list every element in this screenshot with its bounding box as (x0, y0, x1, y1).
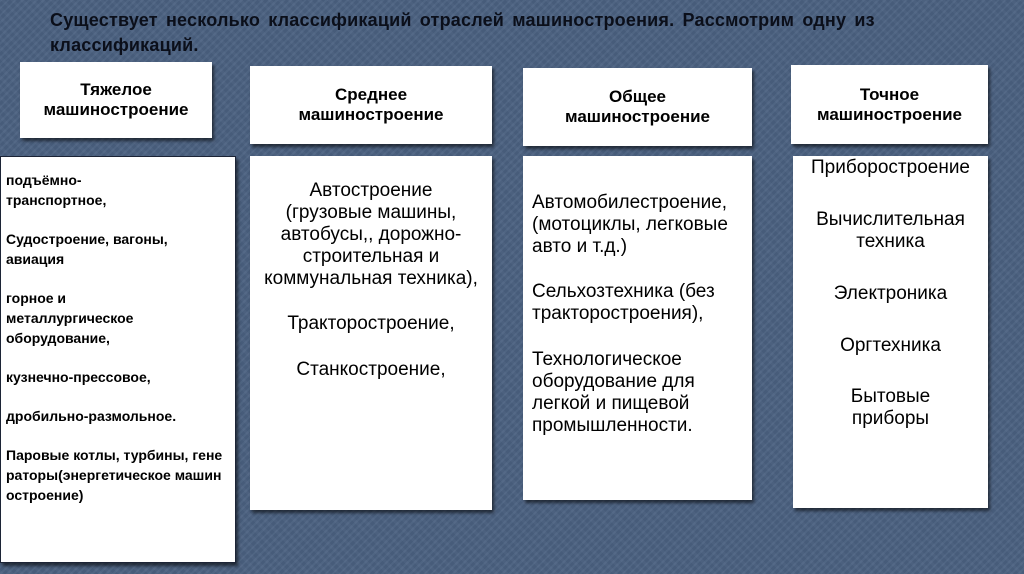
list-item: Приборостроение (811, 157, 970, 178)
list-item: подъёмно-транспортное, (6, 172, 107, 208)
header-medium-label: Среднее машиностроение (298, 85, 444, 124)
header-precise-label: Точное машиностроение (816, 84, 963, 124)
precise-list (793, 156, 988, 430)
column-heavy-body (0, 156, 236, 563)
list-item: Сельхозтехника (без тракторостроения), (532, 281, 715, 324)
column-medium-body (250, 156, 492, 510)
list-item: Тракторостроение, (287, 313, 455, 334)
list-item: Оргтехника (840, 335, 941, 356)
list-item: горное и металлургическое оборудование, (6, 290, 134, 346)
header-general-label: Общее машиностроение (564, 87, 711, 126)
medium-list (250, 156, 492, 381)
header-heavy (20, 62, 212, 138)
slide-title: Существует несколько классификаций отраслей машиностроения. Рассмотрим одну из классификаций. (50, 10, 875, 55)
header-precise (791, 65, 988, 144)
header-general (523, 68, 752, 146)
list-item: Судостроение, вагоны, авиация (6, 231, 168, 267)
header-heavy-label: Тяжелое машиностроение (43, 80, 189, 119)
list-item: Станкостроение, (296, 359, 446, 380)
header-medium (250, 66, 492, 144)
list-item: кузнечно-прессовое, (6, 369, 151, 385)
general-list (523, 156, 752, 437)
column-general-body (523, 156, 752, 500)
list-item: Автомобилестроение, (мотоциклы, легковые авто и т.д.) (532, 192, 728, 257)
list-item: Паровые котлы, турбины, генераторы(энергетическое машиностроение) (6, 447, 223, 503)
list-item: Электроника (833, 283, 948, 304)
list-item: Бытовые приборы (850, 386, 931, 429)
list-item: Автостроение (грузовые машины, автобусы,, дорожно-строительная и коммунальная техника), (264, 180, 478, 289)
list-item: Технологическое оборудование для легкой и пищевой промышленности. (532, 349, 695, 436)
heavy-list (1, 157, 235, 505)
list-item: Вычислительная техника (816, 209, 965, 252)
column-precise-body (793, 156, 988, 508)
list-item: дробильно-размольное. (6, 408, 177, 424)
